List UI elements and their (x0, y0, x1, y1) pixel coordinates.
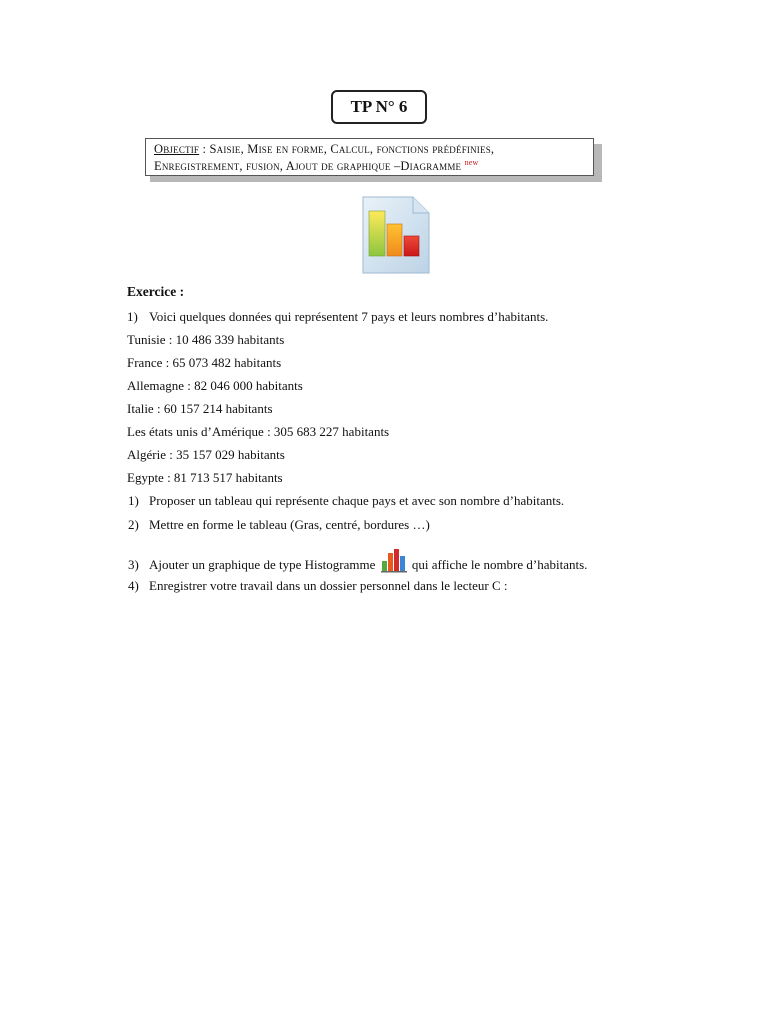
task-text-after: qui affiche le nombre d’habitants. (411, 557, 588, 572)
task-text: Proposer un tableau qui représente chaque pays et avec son nombre d’habitants. (149, 493, 565, 508)
intro-line (127, 309, 548, 325)
objective-text-1: Saisie, Mise en forme, Calcul, fonctions prédéfinies, (209, 142, 495, 156)
intro-number: 1) (127, 309, 138, 324)
country-line: Tunisie : 10 486 339 habitants (127, 332, 285, 347)
task-text: Enregistrer votre travail dans un dossier personnel dans le lecteur C : (149, 578, 508, 593)
task-text: Mettre en forme le tableau (Gras, centré, bordures …) (149, 517, 430, 532)
task-number: 4) (128, 578, 139, 593)
intro-text: Voici quelques données qui représentent 7 pays et leurs nombres d’habitants. (149, 309, 549, 324)
exercise-heading: Exercice : (127, 284, 185, 299)
objective-line-2 (154, 156, 585, 173)
bar-chart-document-icon (361, 196, 431, 274)
country-line: France : 65 073 482 habitants (127, 355, 282, 370)
task-number: 3) (128, 557, 139, 572)
country-line: Italie : 60 157 214 habitants (127, 401, 273, 416)
task-text-before: Ajouter un graphique de type Histogramme (149, 557, 376, 572)
task-4 (127, 578, 507, 594)
task-3 (127, 547, 587, 573)
objective-text-2: Enregistrement, fusion, Ajout de graphique –Diagramme (154, 159, 462, 173)
country-line: Allemagne : 82 046 000 habitants (127, 378, 303, 393)
new-badge: new (464, 158, 479, 167)
objective-line-1 (154, 142, 585, 156)
page-title: TP N° 6 (331, 90, 427, 124)
task-number: 2) (128, 517, 139, 532)
country-line: Les états unis d’Amérique : 305 683 227 habitants (127, 424, 390, 439)
objective-box (145, 138, 594, 176)
country-line: Algérie : 35 157 029 habitants (127, 447, 285, 462)
task-number: 1) (128, 493, 139, 508)
task-1 (127, 493, 564, 509)
objective-colon: : (199, 142, 207, 156)
histogram-icon (381, 547, 407, 573)
objective-label: Objectif (154, 142, 200, 156)
country-line: Egypte : 81 713 517 habitants (127, 470, 283, 485)
task-2 (127, 517, 430, 533)
